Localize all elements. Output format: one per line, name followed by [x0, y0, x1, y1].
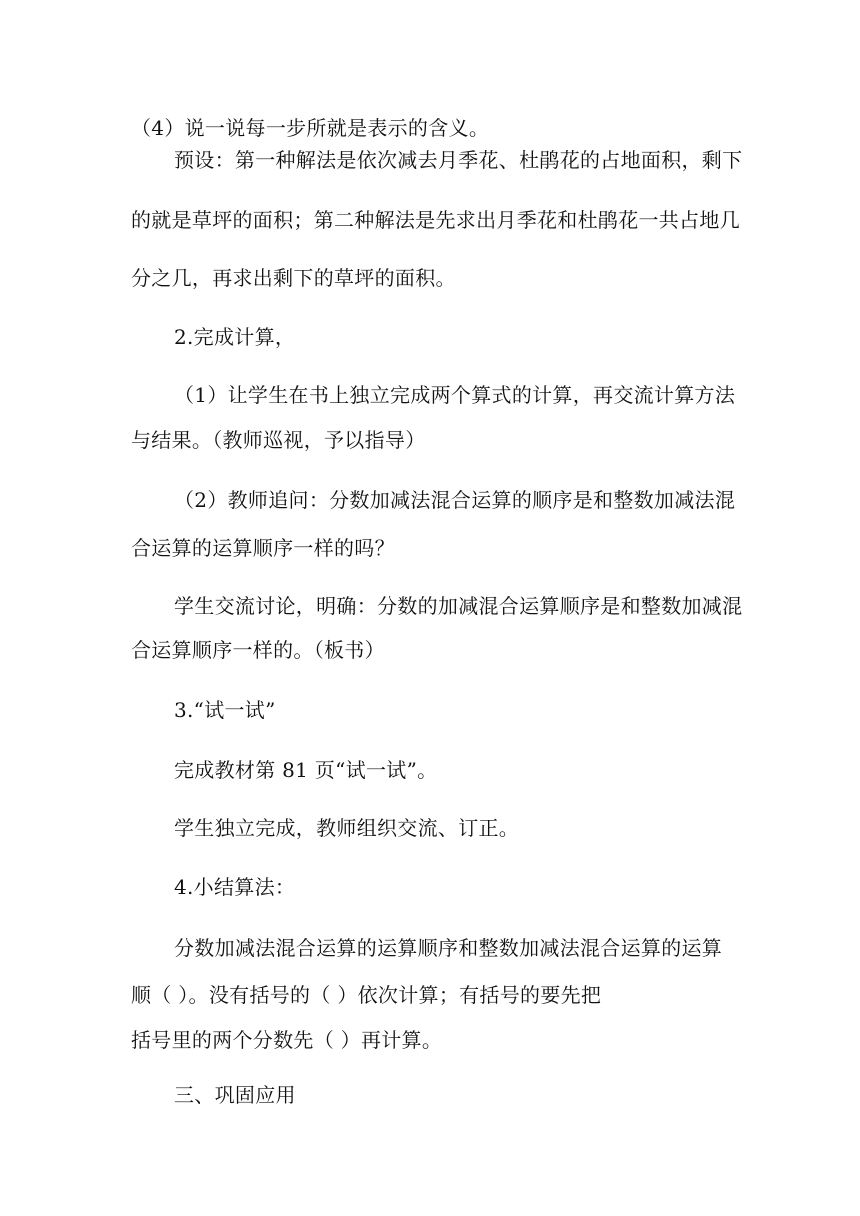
paragraph-line: （1）让学生在书上独立完成两个算式的计算，再交流计算方法: [174, 383, 736, 407]
paragraph-line: 完成教材第 81 页“试一试”。: [174, 758, 438, 782]
section-heading: 3.“试一试”: [174, 698, 276, 722]
paragraph-line: 合运算顺序一样的。（板书）: [131, 638, 385, 662]
paragraph-line: （2）教师追问：分数加减法混合运算的顺序是和整数加减法混: [174, 488, 736, 512]
paragraph-line: 顺（ ）。没有括号的（ ）依次计算；有括号的要先把: [131, 983, 602, 1007]
paragraph-line: 预设：第一种解法是依次减去月季花、杜鹃花的占地面积，剩下: [174, 148, 743, 172]
paragraph-line: （4）说一说每一步所就是表示的含义。: [131, 116, 490, 140]
paragraph-line: 分之几，再求出剩下的草坪的面积。: [131, 266, 456, 290]
section-heading: 4.小结算法：: [174, 875, 296, 899]
paragraph-line: 合运算的运算顺序一样的吗？: [131, 536, 395, 560]
paragraph-line: 学生独立完成，教师组织交流、订正。: [174, 816, 520, 840]
section-heading: 2.完成计算，: [174, 325, 296, 349]
paragraph-line: 括号里的两个分数先（ ）再计算。: [131, 1028, 443, 1052]
paragraph-line: 的就是草坪的面积；第二种解法是先求出月季花和杜鹃花一共占地几: [131, 208, 740, 232]
paragraph-line: 分数加减法混合运算的运算顺序和整数加减法混合运算的运算: [174, 936, 723, 960]
section-heading: 三、巩固应用: [174, 1083, 296, 1107]
paragraph-line: 学生交流讨论，明确：分数的加减混合运算顺序是和整数加减混: [174, 594, 743, 618]
paragraph-line: 与结果。（教师巡视，予以指导）: [131, 428, 426, 452]
